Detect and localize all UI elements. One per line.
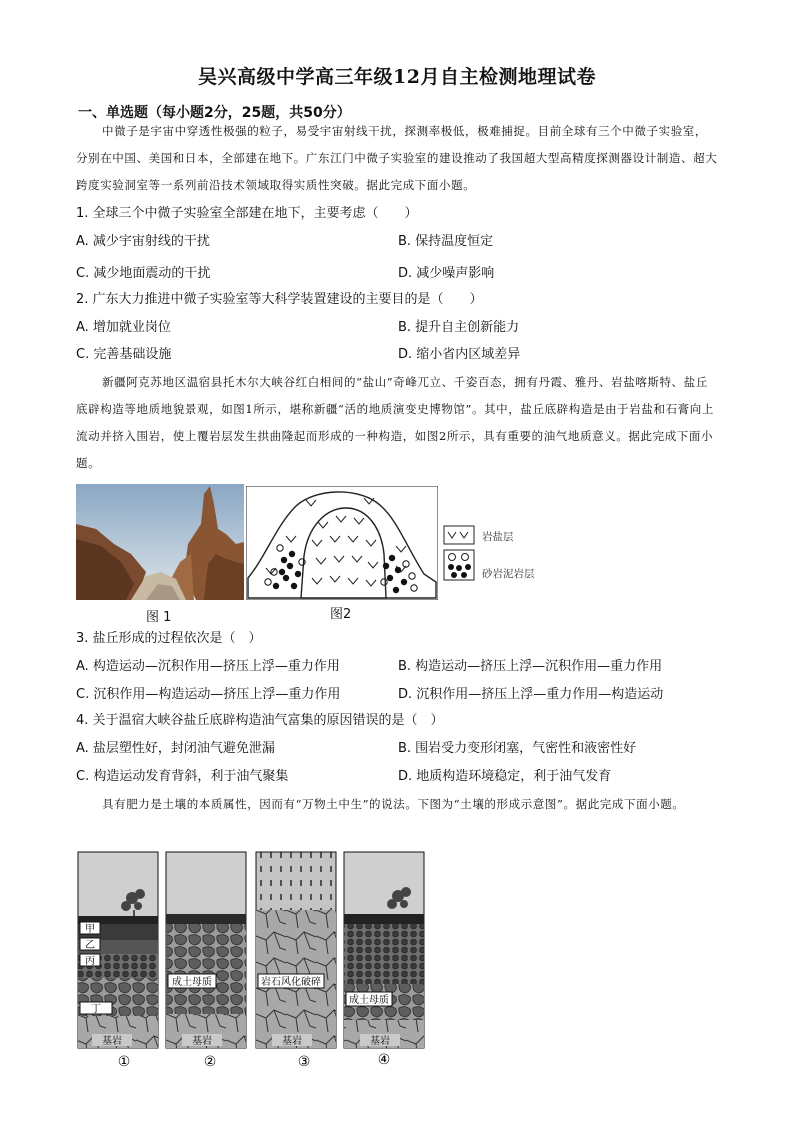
question-3-stem: 3. 盐丘形成的过程依次是（ ） (76, 631, 262, 646)
legend-sand-label: 砂岩泥岩层 (482, 568, 535, 580)
parent-material-label-2: 成土母质 (172, 977, 212, 988)
weathering-label: 岩石风化破碎 (261, 977, 321, 988)
q4-option-d[interactable]: D. 地质构造环境稳定，利于油气发育 (398, 769, 612, 784)
passage-salt-dome: 新疆阿克苏地区温宿县托木尔大峡谷红白相间的“盐山”奇峰兀立、千姿百态，拥有丹霞、雅丹、岩盐喀斯特、盐丘底辟构造等地质地貌景观，如图1所示，堪称新疆“活的地质演变史博物馆”。其中，盐丘底辟构造是由于岩盐和石膏向上流动并挤入围岩，使上覆岩层发生拱曲隆起而形成的一种构造，如图2所示，具有重要的油气地质意义。据此完成下面小题。 (76, 375, 714, 470)
q2-option-a[interactable]: A. 增加就业岗位 (76, 320, 171, 335)
bedrock-label-2: 基岩 (192, 1036, 212, 1047)
q4-option-c[interactable]: C. 构造运动发育背斜，利于油气聚集 (76, 769, 289, 784)
soil-formation-diagram (76, 850, 428, 1072)
parent-material-label-4: 成土母质 (349, 995, 389, 1006)
figure-1-caption: 图 1 (146, 610, 172, 625)
question-4-stem: 4. 关于温宿大峡谷盐丘底辟构造油气富集的原因错误的是（ ） (76, 713, 444, 728)
q4-option-b[interactable]: B. 围岩受力变形闭塞，气密性和液密性好 (398, 741, 637, 756)
soil-layer-bing: 丙 (85, 956, 95, 967)
q1-option-b[interactable]: B. 保持温度恒定 (398, 234, 494, 249)
question-2-stem: 2. 广东大力推进中微子实验室等大科学装置建设的主要目的是（ ） (76, 292, 483, 307)
q2-option-c[interactable]: C. 完善基础设施 (76, 347, 172, 362)
salt-dome-diagram (246, 486, 438, 600)
q2-option-b[interactable]: B. 提升自主创新能力 (398, 320, 520, 335)
soil-layer-ding: 丁 (91, 1004, 101, 1015)
bedrock-label-4: 基岩 (370, 1036, 390, 1047)
page-title: 吴兴高级中学高三年级12月自主检测地理试卷 (198, 66, 596, 88)
q1-option-c[interactable]: C. 减少地面震动的干扰 (76, 266, 211, 281)
question-1-stem: 1. 全球三个中微子实验室全部建在地下，主要考虑（ ） (76, 206, 418, 221)
column-number-4: ④ (377, 1052, 391, 1068)
column-number-3: ③ (297, 1054, 311, 1070)
column-number-2: ② (203, 1054, 217, 1070)
q1-option-a[interactable]: A. 减少宇宙射线的干扰 (76, 234, 210, 249)
soil-layer-jia: 甲 (85, 924, 95, 935)
bedrock-label-3: 基岩 (282, 1036, 302, 1047)
q4-option-a[interactable]: A. 盐层塑性好，封闭油气避免泄漏 (76, 741, 275, 756)
soil-layer-yi: 乙 (85, 940, 95, 951)
section-heading: 一、单选题（每小题2分，25题，共50分） (78, 105, 351, 121)
canyon-photo (76, 484, 244, 600)
column-number-1: ① (117, 1054, 131, 1070)
passage-neutrino: 中微子是宇宙中穿透性极强的粒子，易受宇宙射线干扰，探测率极低，极难捕捉。目前全球有三个中微子实验室，分别在中国、美国和日本，全部建在地下。广东江门中微子实验室的建设推动了我国超大型高精度探测器设计制造、超大跨度实验洞室等一系列前沿技术领域取得实质性突破。据此完成下面小题。 (76, 124, 718, 192)
figure-2-caption: 图2 (330, 607, 352, 622)
q3-option-a[interactable]: A. 构造运动—沉积作用—挤压上浮—重力作用 (76, 659, 340, 674)
legend-salt-label: 岩盐层 (482, 531, 514, 543)
q2-option-d[interactable]: D. 缩小省内区域差异 (398, 347, 521, 362)
q3-option-b[interactable]: B. 构造运动—挤压上浮—沉积作用—重力作用 (398, 659, 663, 674)
q1-option-d[interactable]: D. 减少噪声影响 (398, 266, 495, 281)
bedrock-label-1: 基岩 (102, 1036, 122, 1047)
legend-swatches (442, 524, 478, 584)
q3-option-d[interactable]: D. 沉积作用—挤压上浮—重力作用—构造运动 (398, 687, 664, 702)
q3-option-c[interactable]: C. 沉积作用—构造运动—挤压上浮—重力作用 (76, 687, 341, 702)
passage-soil: 具有肥力是土壤的本质属性，因而有“万物土中生”的说法。下图为“土壤的形成示意图”。据此完成下面小题。 (102, 797, 685, 811)
